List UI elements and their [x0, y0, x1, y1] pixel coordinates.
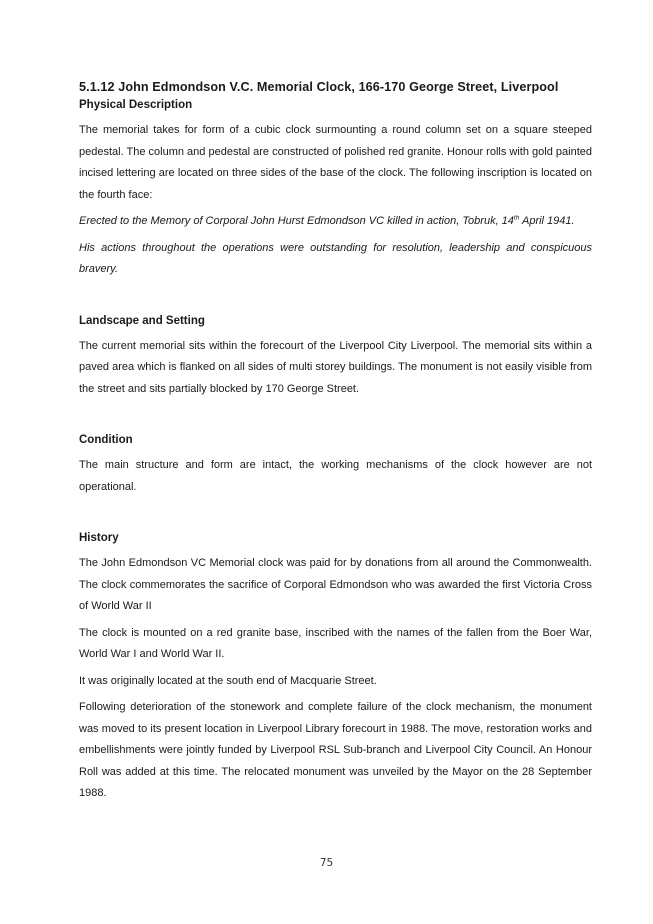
history-paragraph-1: The John Edmondson VC Memorial clock was paid for by donations from all around the Commonwealth. The clock commemorates the sacrifice of Corporal Edmondson who was awarded the first Victoria Cross of World War II	[79, 557, 592, 612]
document-body	[79, 78, 592, 805]
history-heading: History	[79, 532, 119, 544]
inscription-paragraph-2: His actions throughout the operations were outstanding for resolution, leadership and conspicuous bravery.	[79, 241, 592, 275]
inscription-date: April 1941.	[519, 215, 575, 227]
landscape-heading: Landscape and Setting	[79, 314, 205, 327]
inscription-paragraph	[79, 211, 592, 233]
history-paragraph-4: Following deterioration of the stonework and complete failure of the clock mechanism, the monument was moved to its present location in Liverpool Library forecourt in 1988. The move, restoration works and embellishments were jointly funded by Liverpool RSL Sub-branch and Liverpool City Council. An Honour Roll was added at this time. The relocated monument was unveiled by the Mayor on the 28 September 1988.	[79, 701, 592, 799]
inscription-text: Erected to the Memory of Corporal John Hurst Edmondson VC killed in action, Tobruk, 14	[79, 215, 514, 227]
page-number: 75	[319, 857, 334, 869]
physical-description-heading: Physical Description	[79, 99, 193, 111]
section-title: 5.1.12 John Edmondson V.C. Memorial Clock, 166-170 George Street, Liverpool	[79, 80, 559, 94]
history-paragraph-2: The clock is mounted on a red granite base, inscribed with the names of the fallen from the Boer War, World War I and World War II.	[79, 626, 592, 660]
history-paragraph-3: It was originally located at the south end of Macquarie Street.	[79, 674, 377, 687]
condition-paragraph: The main structure and form are intact, the working mechanisms of the clock however are not operational.	[79, 459, 592, 493]
physical-description-paragraph: The memorial takes for form of a cubic clock surmounting a round column set on a square steeped pedestal. The column and pedestal are constructed of polished red granite. Honour rolls with gold painted incised lettering are located on three sides of the base of the clock. The following inscription is located on the fourth face:	[79, 124, 592, 201]
inscription-superscript: th	[513, 214, 520, 222]
condition-heading: Condition	[79, 434, 133, 446]
landscape-paragraph: The current memorial sits within the forecourt of the Liverpool City Liverpool. The memorial sits within a paved area which is flanked on all sides of multi storey buildings. The monument is not easily visible from the street and sits partially blocked by 170 George Street.	[79, 339, 592, 395]
